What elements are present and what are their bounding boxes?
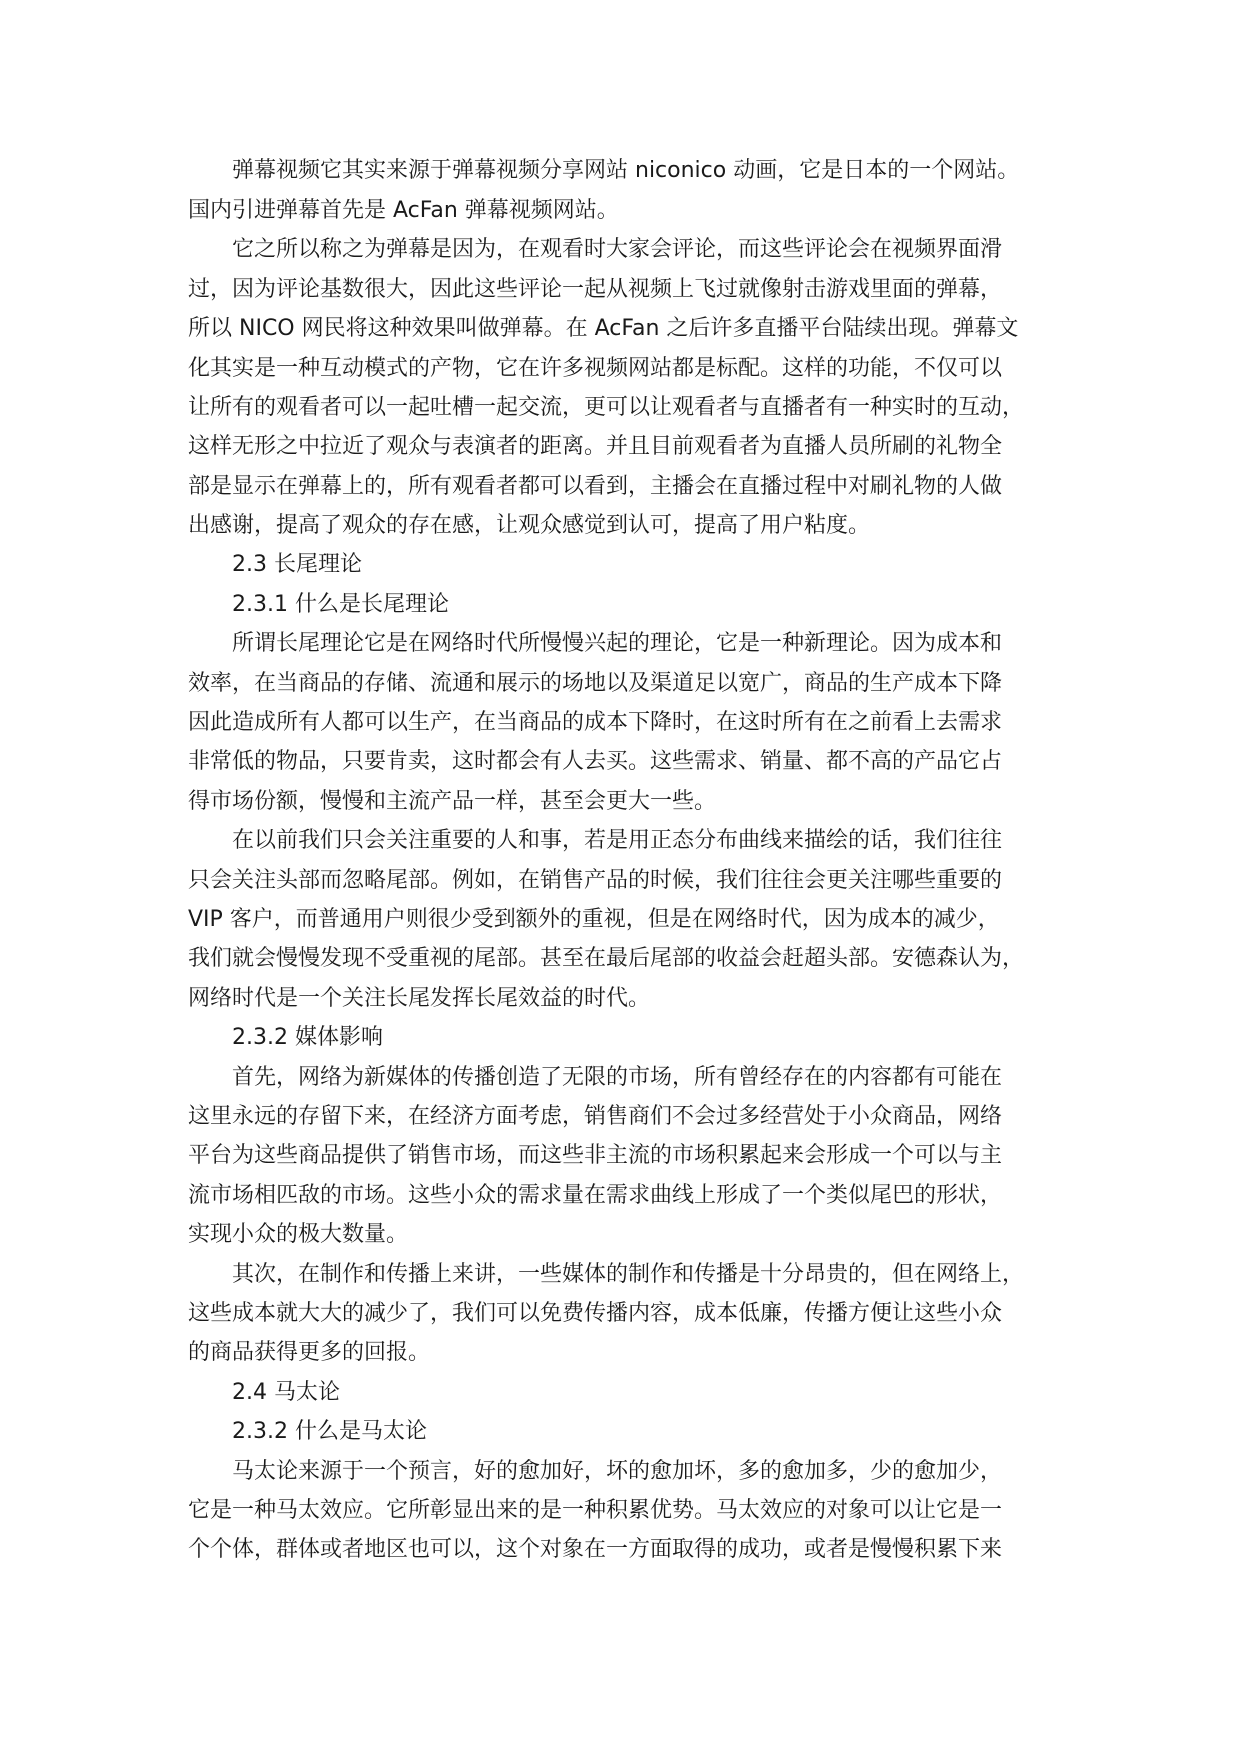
body-text-line: VIP 客户，而普通用户则很少受到额外的重视，但是在网络时代，因为成本的减少， bbox=[188, 907, 1000, 932]
section-heading: 2.3 长尾理论 bbox=[232, 552, 362, 577]
body-text-line: 这里永远的存留下来，在经济方面考虑，销售商们不会过多经营处于小众商品，网络 bbox=[188, 1104, 1003, 1129]
body-text-line: 在以前我们只会关注重要的人和事，若是用正态分布曲线来描绘的话，我们往往 bbox=[232, 828, 1003, 853]
body-text-line: 出感谢，提高了观众的存在感，让观众感觉到认可，提高了用户粘度。 bbox=[188, 513, 871, 538]
body-text-line: 它之所以称之为弹幕是因为，在观看时大家会评论，而这些评论会在视频界面滑 bbox=[232, 237, 1003, 262]
subsection-heading: 2.3.1 什么是长尾理论 bbox=[232, 592, 449, 617]
body-text-line: 实现小众的极大数量。 bbox=[188, 1222, 409, 1247]
body-text-line: 首先，网络为新媒体的传播创造了无限的市场，所有曾经存在的内容都有可能在 bbox=[232, 1065, 1003, 1090]
subsection-heading: 2.3.2 什么是马太论 bbox=[232, 1419, 427, 1444]
subsection-heading: 2.3.2 媒体影响 bbox=[232, 1025, 383, 1050]
body-text-line: 过，因为评论基数很大，因此这些评论一起从视频上飞过就像射击游戏里面的弹幕， bbox=[188, 277, 1003, 302]
body-text-line: 效率，在当商品的存储、流通和展示的场地以及渠道足以宽广，商品的生产成本下降 bbox=[188, 671, 1003, 696]
body-text-line: 网络时代是一个关注长尾发挥长尾效益的时代。 bbox=[188, 986, 651, 1011]
body-text-line: 非常低的物品，只要肯卖，这时都会有人去买。这些需求、销量、都不高的产品它占 bbox=[188, 749, 1003, 774]
body-text-line: 平台为这些商品提供了销售市场，而这些非主流的市场积累起来会形成一个可以与主 bbox=[188, 1143, 1003, 1168]
body-text-line: 所以 NICO 网民将这种效果叫做弹幕。在 AcFan 之后许多直播平台陆续出现。弹幕文 bbox=[188, 316, 1019, 341]
body-text-line: 马太论来源于一个预言，好的愈加好，坏的愈加坏，多的愈加多，少的愈加少， bbox=[232, 1459, 1003, 1484]
body-text-line: 我们就会慢慢发现不受重视的尾部。甚至在最后尾部的收益会赶超头部。安德森认为， bbox=[188, 946, 1025, 971]
body-text-line: 其次，在制作和传播上来讲，一些媒体的制作和传播是十分昂贵的，但在网络上， bbox=[232, 1262, 1025, 1287]
body-text-line: 让所有的观看者可以一起吐槽一起交流，更可以让观看者与直播者有一种实时的互动， bbox=[188, 395, 1025, 420]
body-text-line: 化其实是一种互动模式的产物，它在许多视频网站都是标配。这样的功能，不仅可以 bbox=[188, 356, 1003, 381]
body-text-line: 这些成本就大大的减少了，我们可以免费传播内容，成本低廉，传播方便让这些小众 bbox=[188, 1301, 1003, 1326]
body-text-line: 得市场份额，慢慢和主流产品一样，甚至会更大一些。 bbox=[188, 789, 717, 814]
body-text-line: 这样无形之中拉近了观众与表演者的距离。并且目前观看者为直播人员所刷的礼物全 bbox=[188, 434, 1003, 459]
body-text-line: 流市场相匹敌的市场。这些小众的需求量在需求曲线上形成了一个类似尾巴的形状， bbox=[188, 1183, 1003, 1208]
section-heading: 2.4 马太论 bbox=[232, 1380, 340, 1405]
body-text-line: 因此造成所有人都可以生产，在当商品的成本下降时，在这时所有在之前看上去需求 bbox=[188, 710, 1003, 735]
body-text-line: 弹幕视频它其实来源于弹幕视频分享网站 niconico 动画，它是日本的一个网站。 bbox=[232, 158, 1020, 183]
body-text-line: 它是一种马太效应。它所彰显出来的是一种积累优势。马太效应的对象可以让它是一 bbox=[188, 1498, 1003, 1523]
body-text-line: 国内引进弹幕首先是 AcFan 弹幕视频网站。 bbox=[188, 198, 619, 223]
body-text-line: 部是显示在弹幕上的，所有观看者都可以看到，主播会在直播过程中对刷礼物的人做 bbox=[188, 474, 1003, 499]
body-text-line: 所谓长尾理论它是在网络时代所慢慢兴起的理论，它是一种新理论。因为成本和 bbox=[232, 631, 1003, 656]
body-text-line: 的商品获得更多的回报。 bbox=[188, 1340, 431, 1365]
body-text-line: 只会关注头部而忽略尾部。例如，在销售产品的时候，我们往往会更关注哪些重要的 bbox=[188, 868, 1003, 893]
body-text-line: 个个体，群体或者地区也可以，这个对象在一方面取得的成功，或者是慢慢积累下来 bbox=[188, 1537, 1003, 1562]
